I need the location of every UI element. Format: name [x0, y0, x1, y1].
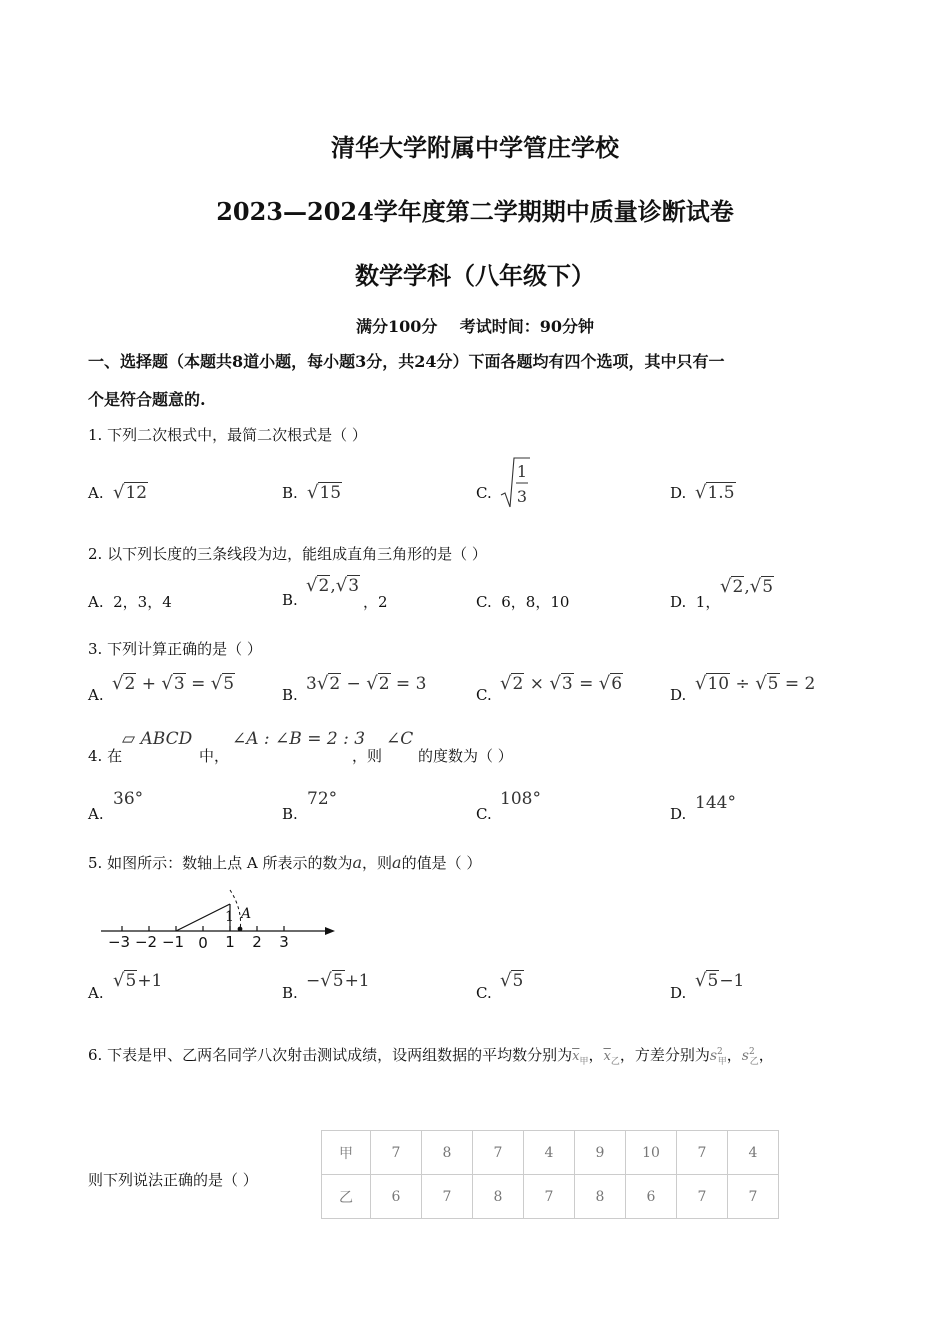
table-row — [322, 1175, 779, 1219]
q3-d-op: ÷ — [735, 674, 750, 694]
q6-end: ， — [758, 1046, 774, 1064]
label-0: 0 — [198, 934, 208, 952]
q3-c-r2: 3 — [561, 674, 573, 694]
q3-c-r3: 6 — [611, 674, 623, 694]
q3-a-r2: 3 — [173, 674, 185, 694]
q5-option-d-label: D. — [670, 984, 687, 1002]
q2-option-c: C. 6，8，10 — [476, 593, 570, 611]
q2-b-sep: , — [330, 576, 336, 596]
q5-option-b-math: −√5+1 — [306, 970, 370, 991]
q3-b-op: − — [346, 674, 361, 694]
q5-d-tail: −1 — [719, 971, 745, 991]
table-cell: 7 — [371, 1131, 422, 1175]
q5-c-radicand: 5 — [512, 971, 524, 991]
q5-stem — [88, 852, 481, 873]
q2-b-radicand-2: 2 — [318, 576, 330, 596]
q1-sqrt-fraction — [500, 455, 532, 511]
label-neg3: −3 — [107, 933, 131, 951]
q5-a-radicand: 5 — [125, 971, 137, 991]
label-neg2: −2 — [134, 933, 158, 951]
q3-a-r3: 5 — [223, 674, 235, 694]
q2-option-b-math: √2,√3 — [306, 575, 360, 596]
q1-option-a-math: √12 — [113, 482, 148, 503]
q4-tail: 的度数为（ ） — [418, 747, 513, 765]
table-cell: 乙 — [322, 1175, 371, 1219]
q1-option-b-math: √15 — [307, 482, 342, 503]
q4-mid: 中， — [199, 747, 230, 765]
q3-d-r1: 10 — [707, 674, 730, 694]
q6-comma2: ， — [726, 1046, 742, 1064]
q5-var-a: a — [352, 853, 362, 872]
q4-option-d-label: D. — [670, 805, 687, 823]
q6-stem — [88, 1044, 774, 1067]
q4-option-a-value: 36° — [113, 789, 144, 809]
q1-frac-den: 3 — [516, 487, 528, 506]
q4-angle-c: ∠C — [386, 729, 414, 749]
q5-stem-a: 5. 如图所示：数轴上点 A 所表示的数为 — [88, 854, 353, 872]
q4-num: 4. 在 — [88, 747, 123, 765]
q3-a-r1: 2 — [124, 674, 136, 694]
table-cell: 8 — [473, 1175, 524, 1219]
label-neg1: −1 — [161, 933, 185, 951]
q6-var-s1-sub: 甲 — [717, 1057, 727, 1067]
q3-option-d-math: √10 ÷ √5 = 2 — [695, 673, 816, 694]
label-2: 2 — [252, 933, 262, 951]
q3-option-c-label: C. — [476, 686, 492, 704]
q2-stem: 2. 以下列长度的三条线段为边，能组成直角三角形的是（ ） — [88, 545, 487, 563]
q2-option-b-tail: ，2 — [363, 593, 388, 611]
exam-title: 2023—2024学年度第二学期期中质量诊断试卷 — [216, 197, 734, 226]
number-line-figure — [95, 885, 340, 955]
point-a-label: A — [241, 906, 252, 922]
table-cell: 8 — [422, 1131, 473, 1175]
q3-a-eq: = — [191, 674, 206, 694]
q3-c-r1: 2 — [512, 674, 524, 694]
q4-option-c-label: C. — [476, 805, 492, 823]
table-cell: 7 — [677, 1131, 728, 1175]
q5-option-a-label: A. — [88, 984, 104, 1002]
q5-b-tail: +1 — [344, 971, 370, 991]
q5-option-c-math: √5 — [500, 970, 524, 991]
q4-option-a-label: A. — [88, 805, 104, 823]
q2-option-d-label: D. 1， — [670, 593, 721, 611]
q1-radicand-a: 12 — [125, 483, 148, 503]
table-cell: 8 — [575, 1175, 626, 1219]
q6-mean-x-sub: 甲 — [579, 1057, 589, 1067]
table-cell: 6 — [626, 1175, 677, 1219]
q3-c-op: × — [529, 674, 544, 694]
q3-a-op1: + — [141, 674, 156, 694]
q3-d-eq: = 2 — [784, 674, 816, 694]
q2-d-radicand-5: 5 — [762, 577, 774, 597]
q5-option-c-label: C. — [476, 984, 492, 1002]
q6-question: 则下列说法正确的是（ ） — [88, 1171, 258, 1189]
q1-radicand-d: 1.5 — [707, 483, 735, 503]
q5-var-a2: a — [392, 853, 402, 872]
q1-option-d-label: D. — [670, 484, 687, 502]
q3-b-coef: 3 — [306, 674, 317, 694]
q3-b-eq: = 3 — [395, 674, 427, 694]
q6-var-s2-sub: 乙 — [749, 1057, 759, 1067]
table-cell: 9 — [575, 1131, 626, 1175]
point-a — [238, 927, 243, 932]
q6-mean-y-sub: 乙 — [610, 1057, 620, 1067]
q1-option-d-math: √1.5 — [695, 482, 735, 503]
q1-option-c-math — [500, 455, 532, 516]
table-cell: 7 — [728, 1175, 779, 1219]
q5-a-tail: +1 — [137, 971, 163, 991]
table-cell: 7 — [677, 1175, 728, 1219]
table-cell: 7 — [524, 1175, 575, 1219]
q5-b-radicand: 5 — [332, 971, 344, 991]
q4-then: ，则 — [352, 747, 383, 765]
q1-stem: 1. 下列二次根式中，最简二次根式是（ ） — [88, 426, 367, 444]
q6-var-s2-sup: 2 — [748, 1047, 755, 1057]
q3-option-a-math: √2 + √3 = √5 — [112, 673, 235, 694]
q2-b-radicand-3: 3 — [348, 576, 360, 596]
q6-comma1: ， — [588, 1046, 604, 1064]
q5-b-head: − — [306, 971, 321, 991]
q4-ratio: ∠A : ∠B = 2 : 3 — [232, 729, 366, 749]
q3-option-c-math: √2 × √3 = √6 — [500, 673, 623, 694]
school-title: 清华大学附属中学管庄学校 — [331, 133, 619, 162]
score-table — [321, 1130, 779, 1219]
table-cell: 4 — [728, 1131, 779, 1175]
q3-stem: 3. 下列计算正确的是（ ） — [88, 640, 262, 658]
q5-stem-c: 的值是（ ） — [401, 854, 482, 872]
q5-option-d-math: √5−1 — [695, 970, 745, 991]
q3-d-r2: 5 — [767, 674, 779, 694]
q3-option-b-math: 3√2 − √2 = 3 — [306, 673, 427, 694]
q2-d-radicand-2: 2 — [732, 577, 744, 597]
table-row — [322, 1131, 779, 1175]
table-cell: 6 — [371, 1175, 422, 1219]
q5-d-radicand: 5 — [707, 971, 719, 991]
q1-option-c-label: C. — [476, 484, 492, 502]
label-3: 3 — [279, 933, 289, 951]
q2-option-a: A. 2，3，4 — [88, 593, 172, 611]
q3-option-a-label: A. — [88, 686, 104, 704]
q6-var-s2: s — [741, 1048, 749, 1064]
q5-option-a-math: √5+1 — [113, 970, 163, 991]
table-cell: 甲 — [322, 1131, 371, 1175]
q5-stem-b: ，则 — [362, 854, 393, 872]
section-heading-line2: 个是符合题意的. — [88, 390, 206, 409]
q4-option-c-value: 108° — [500, 789, 541, 809]
table-cell: 7 — [473, 1131, 524, 1175]
q1-option-a-label: A. — [88, 484, 104, 502]
q3-c-eq: = — [579, 674, 594, 694]
q6-var-s1-sup: 2 — [717, 1047, 723, 1057]
section-heading-line1: 一、选择题（本题共8道小题，每小题3分，共24分）下面各题均有四个选项，其中只有一 — [88, 352, 725, 371]
q1-option-b-label: B. — [282, 484, 298, 502]
q3-b-r2: 2 — [378, 674, 390, 694]
q1-radicand-b: 15 — [319, 483, 342, 503]
q6-mid: ，方差分别为 — [619, 1046, 710, 1064]
axis-arrow — [325, 927, 335, 935]
q4-option-d-value: 144° — [695, 793, 736, 813]
q2-option-d-math: √2,√5 — [720, 576, 774, 597]
q1-frac-num: 1 — [516, 462, 528, 481]
q2-option-b-label: B. — [282, 591, 298, 609]
label-1: 1 — [225, 933, 235, 951]
q5-option-b-label: B. — [282, 984, 298, 1002]
exam-info: 满分100分 考试时间：90分钟 — [356, 317, 594, 336]
q3-option-d-label: D. — [670, 686, 687, 704]
q3-option-b-label: B. — [282, 686, 298, 704]
subject-title: 数学学科（八年级下） — [355, 261, 595, 290]
q4-option-b-value: 72° — [307, 789, 338, 809]
q6-stem-text: 6. 下表是甲、乙两名同学八次射击测试成绩，设两组数据的平均数分别为 — [88, 1046, 573, 1064]
unit-label: 1 — [225, 909, 234, 925]
q6-mean-x: $\overline{x}$ — [572, 1049, 580, 1064]
q6-var-s1: s — [709, 1048, 718, 1064]
table-cell: 7 — [422, 1175, 473, 1219]
table-cell: 4 — [524, 1131, 575, 1175]
table-cell: 10 — [626, 1131, 677, 1175]
q4-option-b-label: B. — [282, 805, 298, 823]
q6-mean-y: $\overline{x}$ — [603, 1049, 611, 1064]
q2-d-sep: , — [744, 577, 750, 597]
q3-b-r1: 2 — [329, 674, 341, 694]
q4-parallelogram: ▱ ABCD — [122, 729, 193, 749]
